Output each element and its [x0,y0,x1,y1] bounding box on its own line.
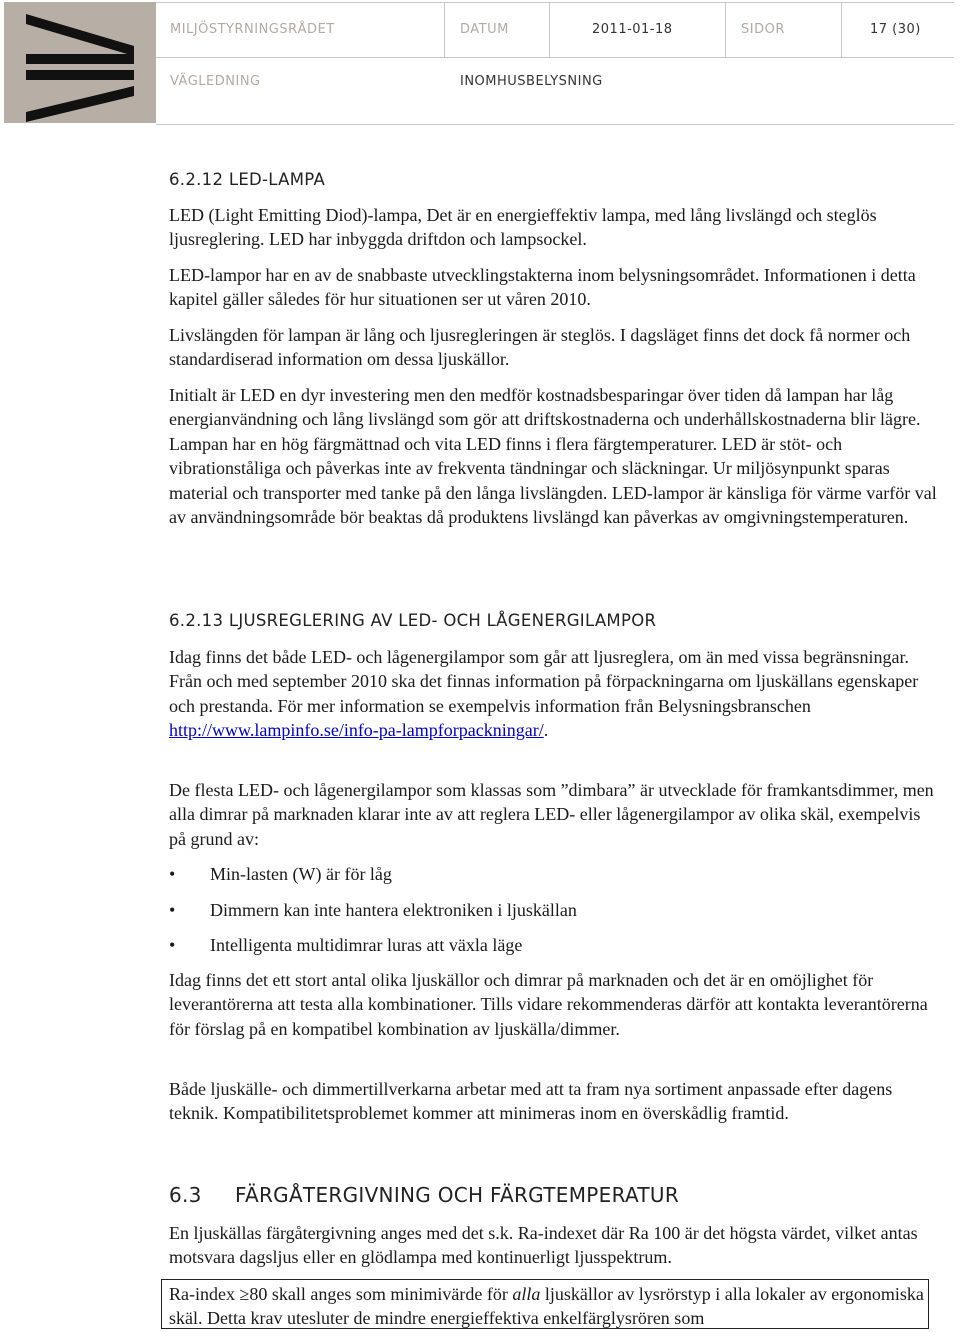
paragraph: En ljuskällas färgåtergivning anges med det s.k. Ra-indexet där Ra 100 är det högsta värdet, vilket antas motsvara dagsljus eller en glödlampa med kontinuerligt ljusspektrum. [169,1223,918,1268]
section-title: FÄRGÅTERGIVNING OCH FÄRGTEMPERATUR [235,1183,680,1207]
paragraph: Idag finns det ett stort antal olika ljuskällor och dimrar på marknaden och det är en omöjlighet för leverantörerna att testa alla kombinationer. Tills vidare rekommenderas därför att kontakta leverantörerna för förslag på en kompatibel kombination av ljuskälla/dimmer. [169,970,928,1039]
paragraph-with-link [169,645,939,743]
date-label: DATUM [460,22,509,37]
doc-topic: INOMHUSBELYSNING [460,74,603,89]
header-grid [156,2,954,125]
section-heading-6-3 [169,1183,679,1207]
paragraph: Både ljuskälle- och dimmertillverkarna arbetar med att ta fram nya sortiment anpassade efter dagens teknik. Kompatibilitetsproblemet kommer att minimeras inom en överskådlig framtid. [169,1079,893,1124]
requirement-box [161,1279,929,1329]
section-heading-6-2-13: 6.2.13 LJUSREGLERING AV LED- OCH LÅGENERGILAMPOR [169,611,657,630]
requirement-text-b: ljuskällor av lysrörstyp i alla lokaler av ergonomiska skäl. Detta krav utesluter de mindre energieffektiva enkelfärglysrören som [169,1284,924,1329]
logo-mark-icon [4,2,156,123]
bullet-icon: • [169,864,176,884]
pages-label: SIDOR [741,22,785,37]
lampinfo-link[interactable]: http://www.lampinfo.se/info-pa-lampforpackningar/ [169,720,544,741]
requirement-text [169,1282,929,1331]
org-name: MILJÖSTYRNINGSRÅDET [170,22,335,37]
list-item-text: Min-lasten (W) är för låg [210,864,392,884]
paragraph-text: Idag finns det både LED- och lågenergilampor som går att ljusreglera, om än med vissa begränsningar. Från och med september 2010 ska det finnas information på förpackningarna om ljuskällans egenskaper och prestanda. För mer information se exempelvis information från Belysningsbranschen [169,647,919,716]
list-item-text: Intelligenta multidimrar luras att växla läge [210,935,523,955]
paragraph: LED (Light Emitting Diod)-lampa, Det är en energieffektiv lampa, med lång livslängd och steglös ljusreglering. LED har inbyggda driftdon och lampsockel. [169,205,877,250]
paragraph: Initialt är LED en dyr investering men den medför kostnadsbesparingar över tiden då lampan har låg energianvändning och lång livslängd som gör att driftskostnaderna och underhållskostnaderna blir lägre. Lampan har en hög färgmättnad och vita LED finns i flera färgtemperaturer. LED är stöt- och vibrationståliga och påverkas inte av frekventa tändningar och släckningar. Ur miljösynpunkt sparas material och transporter med tanke på den långa livslängden. LED-lampor är känsliga för värme varför val av användningsområde bör beaktas då produktens livslängd kan påverkas av omgivningstemperaturen. [169,385,937,528]
bullet-icon: • [169,900,176,920]
paragraph: LED-lampor har en av de snabbaste utvecklingstakterna inom belysningsområdet. Informationen i detta kapitel gäller således för hur situationen ser ut våren 2010. [169,265,916,310]
requirement-emphasis: alla [512,1284,541,1304]
logo [4,2,156,123]
doc-type: VÄGLEDNING [170,74,261,89]
pages-value: 17 (30) [870,22,921,37]
section-heading-6-2-12: 6.2.12 LED-LAMPA [169,170,326,189]
bullet-icon: • [169,935,176,955]
list-item-text: Dimmern kan inte hantera elektroniken i ljuskällan [210,900,577,920]
paragraph: De flesta LED- och lågenergilampor som klassas som ”dimbara” är utvecklade för framkantsdimmer, men alla dimrar på marknaden klarar inte av att reglera LED- eller lågenergilampor av olika skäl, exempelvis på grund av: [169,780,934,849]
paragraph-end: . [543,720,549,741]
section-number: 6.3 [169,1183,202,1207]
paragraph: Livslängden för lampan är lång och ljusregleringen är steglös. I dagsläget finns det dock få normer och standardiserad information om dessa ljuskällor. [169,325,911,370]
requirement-text-a: Ra-index ≥80 skall anges som minimivärde för [169,1284,513,1304]
date-value: 2011-01-18 [592,22,673,37]
